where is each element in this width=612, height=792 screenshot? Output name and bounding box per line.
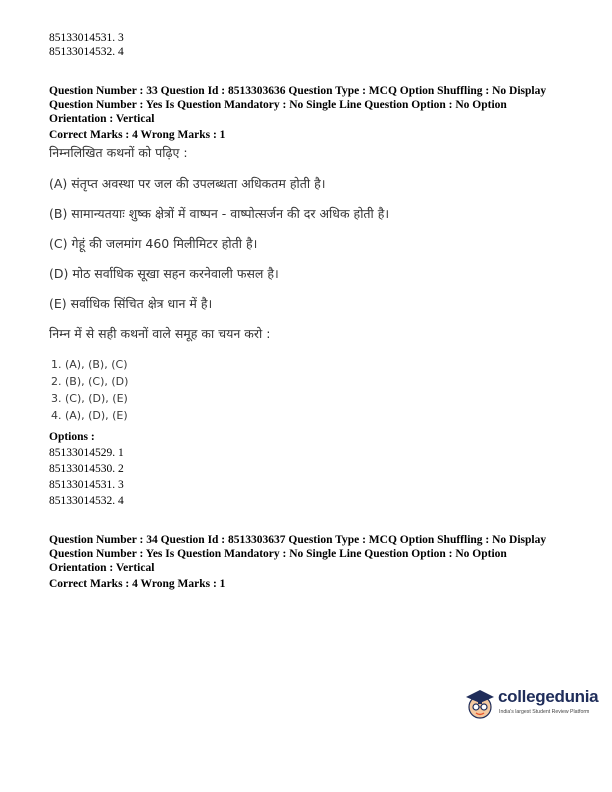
- options-label: Options :: [49, 431, 95, 443]
- statement-a: (A) संतृप्त अवस्था पर जल की उपलब्धता अधिकतम होती है।: [49, 176, 326, 191]
- marks-line: Correct Marks : 4 Wrong Marks : 1: [49, 578, 226, 590]
- choice-2: 2. (B), (C), (D): [51, 375, 129, 388]
- question-prompt: निम्नलिखित कथनों को पढ़िए :: [49, 145, 188, 160]
- statement-e: (E) सर्वाधिक सिंचित क्षेत्र धान में है।: [49, 296, 213, 311]
- question-header: Question Number : Yes Is Question Mandatory : No Single Line Question Option : No Option: [49, 99, 507, 111]
- marks-line: Correct Marks : 4 Wrong Marks : 1: [49, 129, 226, 141]
- option-line: 85133014532. 4: [49, 495, 124, 507]
- mascot-icon: [462, 687, 498, 723]
- statement-b: (B) सामान्यतयाः शुष्क क्षेत्रों में वाष्पन - वाष्पोत्सर्जन की दर अधिक होती है।: [49, 206, 390, 221]
- option-line: 85133014529. 1: [49, 447, 124, 459]
- statement-d: (D) मोठ सर्वाधिक सूखा सहन करनेवाली फसल है।: [49, 266, 279, 281]
- statement-c: (C) गेहूं की जलमांग 460 मिलीमिटर होती है।: [49, 236, 258, 251]
- option-line: 85133014530. 2: [49, 463, 124, 475]
- option-line: 85133014531. 3: [49, 479, 124, 491]
- choice-3: 3. (C), (D), (E): [51, 392, 128, 405]
- question-header: Orientation : Vertical: [49, 562, 155, 574]
- question-instruction: निम्न में से सही कथनों वाले समूह का चयन करो :: [49, 326, 271, 341]
- question-header: Orientation : Vertical: [49, 113, 155, 125]
- logo-wordmark: collegedunia: [498, 687, 599, 706]
- choice-4: 4. (A), (D), (E): [51, 409, 128, 422]
- logo-tagline: India's largest Student Review Platform: [499, 709, 590, 715]
- choice-1: 1. (A), (B), (C): [51, 358, 128, 371]
- question-header: Question Number : 34 Question Id : 8513303637 Question Type : MCQ Option Shuffling : No Display: [49, 534, 547, 546]
- option-line: 85133014531. 3: [49, 32, 124, 44]
- collegedunia-logo: [462, 683, 599, 733]
- question-header: Question Number : Yes Is Question Mandatory : No Single Line Question Option : No Option: [49, 548, 507, 560]
- option-line: 85133014532. 4: [49, 46, 124, 58]
- question-header: Question Number : 33 Question Id : 8513303636 Question Type : MCQ Option Shuffling : No Display: [49, 85, 547, 97]
